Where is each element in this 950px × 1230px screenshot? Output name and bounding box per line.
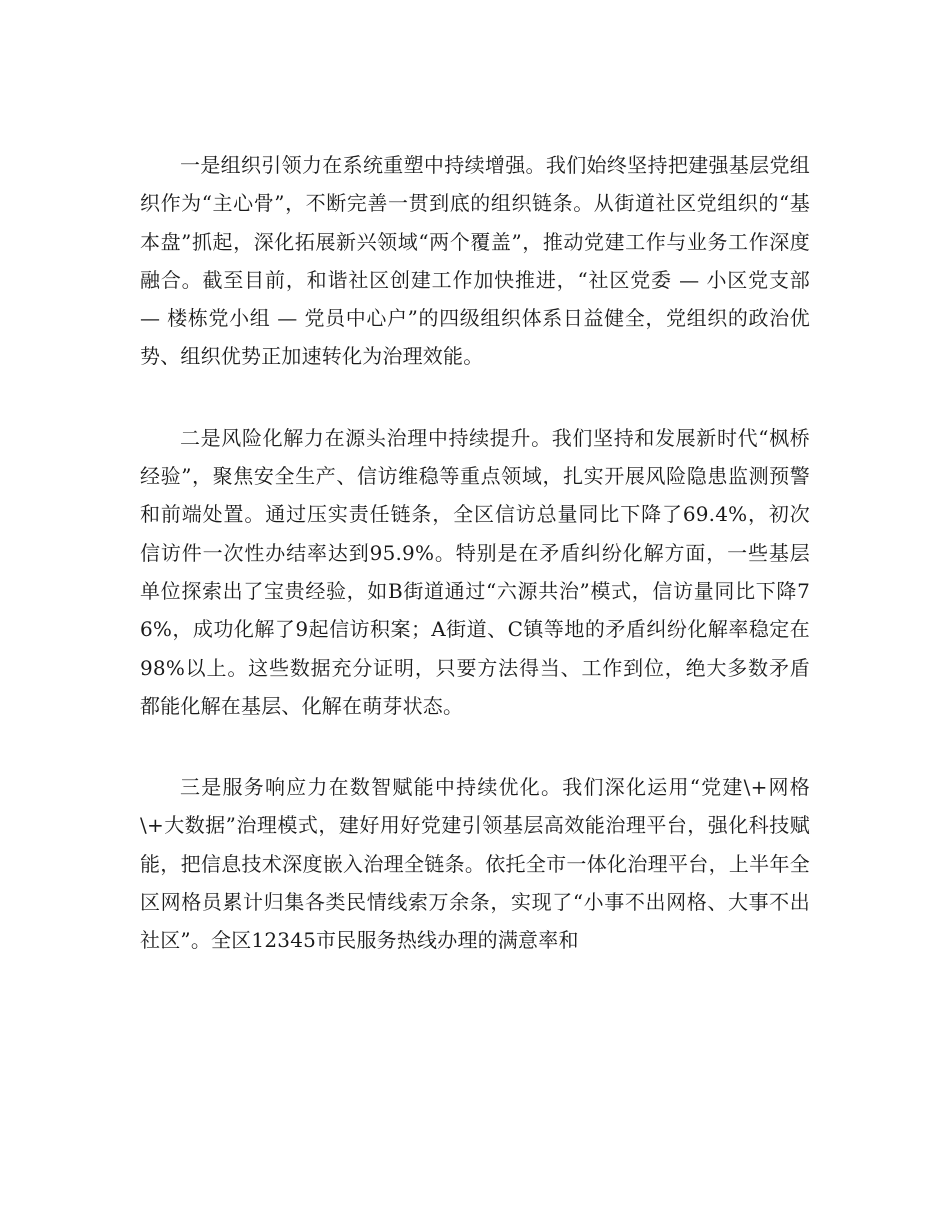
paragraph-service-response: 三是服务响应力在数智赋能中持续优化。我们深化运用“党建\+网格\+大数据”治理模式，建好用好党建引领基层高效能治理平台，强化科技赋能，把信息技术深度嵌入治理全链条。依托全市一体化治理平台，上半年全区网格员累计归集各类民情线索万余条，实现了“小事不出网格、大事不出社区”。全区12345市民服务热线办理的满意率和 bbox=[140, 775, 810, 953]
paragraph-organization-leadership: 一是组织引领力在系统重塑中持续增强。我们始终坚持把建强基层党组织作为“主心骨”，不断完善一贯到底的组织链条。从街道社区党组织的“基本盘”抓起，深化拓展新兴领域“两个覆盖”，推动党建工作与业务工作深度融合。截至目前，和谐社区创建工作加快推进，“社区党委 — 小区党支部 — 楼栋党小组 — 党员中心户”的四级组织体系日益健全，党组织的政治优势、组织优势正加速转化为治理效能。 bbox=[140, 153, 810, 369]
paragraph-risk-resolution: 二是风险化解力在源头治理中持续提升。我们坚持和发展新时代“枫桥经验”，聚焦安全生产、信访维稳等重点领域，扎实开展风险隐患监测预警和前端处置。通过压实责任链条，全区信访总量同比下降了69.4%，初次信访件一次性办结率达到95.9%。特别是在矛盾纠纷化解方面，一些基层单位探索出了宝贵经验，如B街道通过“六源共治”模式，信访量同比下降76%，成功化解了9起信访积案；A街道、C镇等地的矛盾纠纷化解率稳定在98%以上。这些数据充分证明，只要方法得当、工作到位，绝大多数矛盾都能化解在基层、化解在萌芽状态。 bbox=[140, 425, 810, 718]
document-body bbox=[140, 146, 810, 1003]
